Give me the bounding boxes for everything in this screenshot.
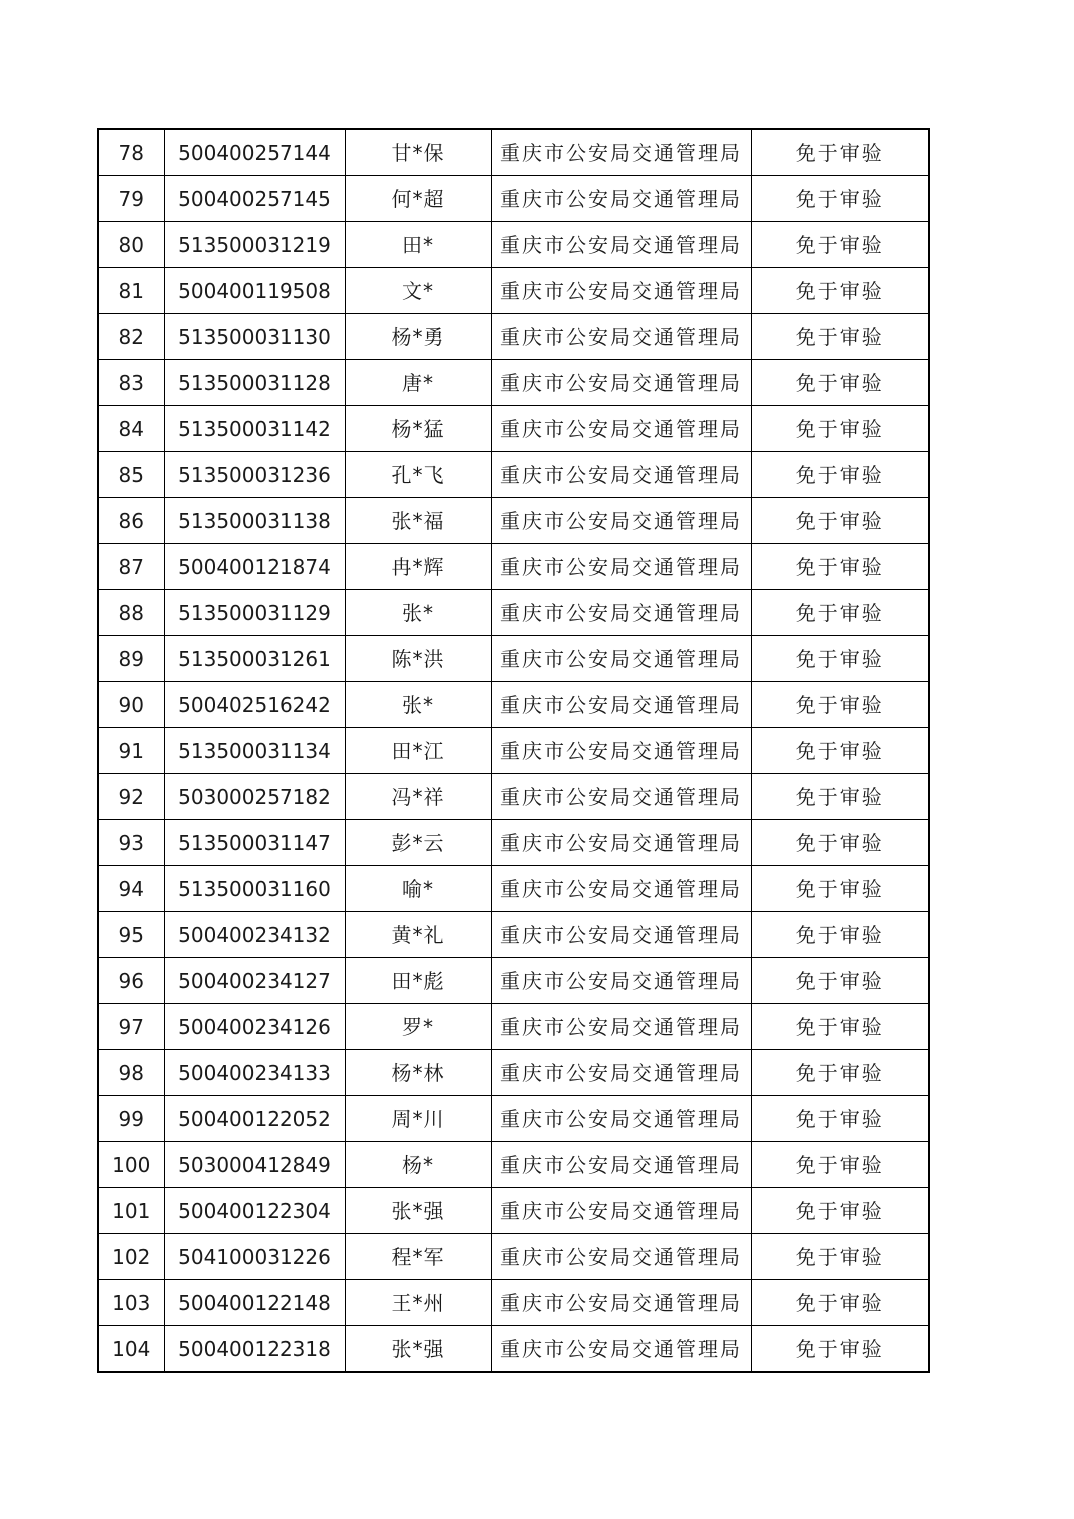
license-number-cell: 500400122318 <box>164 1326 345 1373</box>
license-number-cell: 500400257145 <box>164 176 345 222</box>
issuing-authority-cell: 重庆市公安局交通管理局 <box>491 1188 751 1234</box>
holder-name-cell: 杨*勇 <box>345 314 491 360</box>
issuing-authority-cell: 重庆市公安局交通管理局 <box>491 452 751 498</box>
row-number-cell: 78 <box>98 129 164 176</box>
license-number-cell: 513500031138 <box>164 498 345 544</box>
row-number-cell: 83 <box>98 360 164 406</box>
holder-name-cell: 甘*保 <box>345 129 491 176</box>
issuing-authority-cell: 重庆市公安局交通管理局 <box>491 820 751 866</box>
result-cell: 免于审验 <box>751 176 929 222</box>
license-number-cell: 513500031128 <box>164 360 345 406</box>
license-number-cell: 500400122304 <box>164 1188 345 1234</box>
table-row <box>98 1280 929 1326</box>
license-number-cell: 513500031160 <box>164 866 345 912</box>
table-row <box>98 222 929 268</box>
row-number-cell: 82 <box>98 314 164 360</box>
table-row <box>98 406 929 452</box>
result-cell: 免于审验 <box>751 1050 929 1096</box>
license-number-cell: 500400234127 <box>164 958 345 1004</box>
holder-name-cell: 田* <box>345 222 491 268</box>
result-cell: 免于审验 <box>751 222 929 268</box>
issuing-authority-cell: 重庆市公安局交通管理局 <box>491 958 751 1004</box>
row-number-cell: 84 <box>98 406 164 452</box>
table-row <box>98 1188 929 1234</box>
table-row <box>98 1050 929 1096</box>
issuing-authority-cell: 重庆市公安局交通管理局 <box>491 1096 751 1142</box>
license-number-cell: 513500031142 <box>164 406 345 452</box>
issuing-authority-cell: 重庆市公安局交通管理局 <box>491 774 751 820</box>
row-number-cell: 97 <box>98 1004 164 1050</box>
issuing-authority-cell: 重庆市公安局交通管理局 <box>491 728 751 774</box>
issuing-authority-cell: 重庆市公安局交通管理局 <box>491 1142 751 1188</box>
issuing-authority-cell: 重庆市公安局交通管理局 <box>491 1326 751 1373</box>
row-number-cell: 102 <box>98 1234 164 1280</box>
result-cell: 免于审验 <box>751 129 929 176</box>
result-cell: 免于审验 <box>751 590 929 636</box>
result-cell: 免于审验 <box>751 774 929 820</box>
issuing-authority-cell: 重庆市公安局交通管理局 <box>491 129 751 176</box>
records-table-body <box>98 129 929 1372</box>
row-number-cell: 88 <box>98 590 164 636</box>
license-number-cell: 513500031129 <box>164 590 345 636</box>
holder-name-cell: 何*超 <box>345 176 491 222</box>
holder-name-cell: 陈*洪 <box>345 636 491 682</box>
table-row <box>98 636 929 682</box>
issuing-authority-cell: 重庆市公安局交通管理局 <box>491 682 751 728</box>
result-cell: 免于审验 <box>751 912 929 958</box>
issuing-authority-cell: 重庆市公安局交通管理局 <box>491 268 751 314</box>
holder-name-cell: 张*强 <box>345 1326 491 1373</box>
records-table <box>97 128 930 1373</box>
issuing-authority-cell: 重庆市公安局交通管理局 <box>491 222 751 268</box>
row-number-cell: 103 <box>98 1280 164 1326</box>
holder-name-cell: 孔*飞 <box>345 452 491 498</box>
holder-name-cell: 周*川 <box>345 1096 491 1142</box>
table-row <box>98 820 929 866</box>
result-cell: 免于审验 <box>751 268 929 314</box>
holder-name-cell: 杨*猛 <box>345 406 491 452</box>
license-number-cell: 500400121874 <box>164 544 345 590</box>
result-cell: 免于审验 <box>751 1188 929 1234</box>
row-number-cell: 90 <box>98 682 164 728</box>
license-number-cell: 500400234133 <box>164 1050 345 1096</box>
license-number-cell: 500400122148 <box>164 1280 345 1326</box>
table-row <box>98 1096 929 1142</box>
license-number-cell: 513500031236 <box>164 452 345 498</box>
issuing-authority-cell: 重庆市公安局交通管理局 <box>491 176 751 222</box>
table-row <box>98 314 929 360</box>
issuing-authority-cell: 重庆市公安局交通管理局 <box>491 912 751 958</box>
table-row <box>98 129 929 176</box>
result-cell: 免于审验 <box>751 360 929 406</box>
holder-name-cell: 张*福 <box>345 498 491 544</box>
license-number-cell: 503000412849 <box>164 1142 345 1188</box>
license-number-cell: 500400257144 <box>164 129 345 176</box>
issuing-authority-cell: 重庆市公安局交通管理局 <box>491 866 751 912</box>
license-number-cell: 500400122052 <box>164 1096 345 1142</box>
issuing-authority-cell: 重庆市公安局交通管理局 <box>491 1234 751 1280</box>
row-number-cell: 89 <box>98 636 164 682</box>
result-cell: 免于审验 <box>751 728 929 774</box>
license-number-cell: 513500031261 <box>164 636 345 682</box>
holder-name-cell: 杨* <box>345 1142 491 1188</box>
result-cell: 免于审验 <box>751 1234 929 1280</box>
table-row <box>98 452 929 498</box>
table-row <box>98 958 929 1004</box>
table-row <box>98 176 929 222</box>
holder-name-cell: 张* <box>345 590 491 636</box>
holder-name-cell: 王*州 <box>345 1280 491 1326</box>
row-number-cell: 91 <box>98 728 164 774</box>
result-cell: 免于审验 <box>751 498 929 544</box>
table-row <box>98 1326 929 1373</box>
result-cell: 免于审验 <box>751 1280 929 1326</box>
result-cell: 免于审验 <box>751 682 929 728</box>
row-number-cell: 85 <box>98 452 164 498</box>
holder-name-cell: 彭*云 <box>345 820 491 866</box>
issuing-authority-cell: 重庆市公安局交通管理局 <box>491 1004 751 1050</box>
row-number-cell: 101 <box>98 1188 164 1234</box>
row-number-cell: 98 <box>98 1050 164 1096</box>
license-number-cell: 504100031226 <box>164 1234 345 1280</box>
result-cell: 免于审验 <box>751 1004 929 1050</box>
license-number-cell: 500400234126 <box>164 1004 345 1050</box>
holder-name-cell: 黄*礼 <box>345 912 491 958</box>
table-row <box>98 498 929 544</box>
table-row <box>98 728 929 774</box>
row-number-cell: 80 <box>98 222 164 268</box>
row-number-cell: 95 <box>98 912 164 958</box>
row-number-cell: 104 <box>98 1326 164 1373</box>
issuing-authority-cell: 重庆市公安局交通管理局 <box>491 1050 751 1096</box>
holder-name-cell: 田*彪 <box>345 958 491 1004</box>
holder-name-cell: 罗* <box>345 1004 491 1050</box>
table-row <box>98 866 929 912</box>
holder-name-cell: 喻* <box>345 866 491 912</box>
holder-name-cell: 唐* <box>345 360 491 406</box>
license-number-cell: 500400234132 <box>164 912 345 958</box>
result-cell: 免于审验 <box>751 636 929 682</box>
row-number-cell: 92 <box>98 774 164 820</box>
holder-name-cell: 张* <box>345 682 491 728</box>
issuing-authority-cell: 重庆市公安局交通管理局 <box>491 544 751 590</box>
license-number-cell: 513500031219 <box>164 222 345 268</box>
table-row <box>98 774 929 820</box>
table-row <box>98 544 929 590</box>
table-row <box>98 268 929 314</box>
holder-name-cell: 文* <box>345 268 491 314</box>
table-row <box>98 1004 929 1050</box>
holder-name-cell: 张*强 <box>345 1188 491 1234</box>
table-row <box>98 590 929 636</box>
result-cell: 免于审验 <box>751 1142 929 1188</box>
license-number-cell: 500402516242 <box>164 682 345 728</box>
table-row <box>98 912 929 958</box>
license-number-cell: 513500031134 <box>164 728 345 774</box>
result-cell: 免于审验 <box>751 314 929 360</box>
row-number-cell: 79 <box>98 176 164 222</box>
row-number-cell: 93 <box>98 820 164 866</box>
holder-name-cell: 冯*祥 <box>345 774 491 820</box>
table-row <box>98 360 929 406</box>
table-row <box>98 682 929 728</box>
row-number-cell: 94 <box>98 866 164 912</box>
issuing-authority-cell: 重庆市公安局交通管理局 <box>491 1280 751 1326</box>
row-number-cell: 87 <box>98 544 164 590</box>
result-cell: 免于审验 <box>751 1326 929 1373</box>
issuing-authority-cell: 重庆市公安局交通管理局 <box>491 498 751 544</box>
license-number-cell: 513500031130 <box>164 314 345 360</box>
holder-name-cell: 程*军 <box>345 1234 491 1280</box>
issuing-authority-cell: 重庆市公安局交通管理局 <box>491 636 751 682</box>
result-cell: 免于审验 <box>751 820 929 866</box>
table-row <box>98 1142 929 1188</box>
row-number-cell: 86 <box>98 498 164 544</box>
row-number-cell: 100 <box>98 1142 164 1188</box>
result-cell: 免于审验 <box>751 452 929 498</box>
license-number-cell: 500400119508 <box>164 268 345 314</box>
holder-name-cell: 冉*辉 <box>345 544 491 590</box>
row-number-cell: 96 <box>98 958 164 1004</box>
holder-name-cell: 田*江 <box>345 728 491 774</box>
issuing-authority-cell: 重庆市公安局交通管理局 <box>491 314 751 360</box>
result-cell: 免于审验 <box>751 544 929 590</box>
result-cell: 免于审验 <box>751 958 929 1004</box>
result-cell: 免于审验 <box>751 406 929 452</box>
row-number-cell: 81 <box>98 268 164 314</box>
table-row <box>98 1234 929 1280</box>
license-number-cell: 513500031147 <box>164 820 345 866</box>
result-cell: 免于审验 <box>751 866 929 912</box>
issuing-authority-cell: 重庆市公安局交通管理局 <box>491 360 751 406</box>
row-number-cell: 99 <box>98 1096 164 1142</box>
holder-name-cell: 杨*林 <box>345 1050 491 1096</box>
issuing-authority-cell: 重庆市公安局交通管理局 <box>491 406 751 452</box>
result-cell: 免于审验 <box>751 1096 929 1142</box>
issuing-authority-cell: 重庆市公安局交通管理局 <box>491 590 751 636</box>
license-number-cell: 503000257182 <box>164 774 345 820</box>
